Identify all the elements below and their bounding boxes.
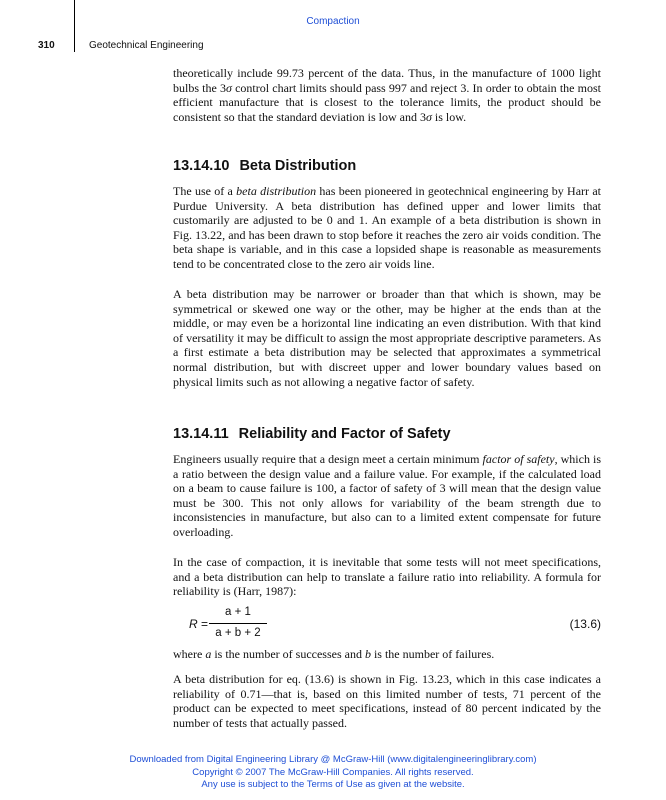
reliability-paragraph-1: Engineers usually require that a design meet a certain minimum factor of safety, which is a ratio between the design value and a failure value. For example, if the calculated load on a beam to cause failure is 100, a factor of safety of 3 will mean that the design value must be 300. This not only allows for variability of the beam strength due to inconsistencies in manufacture, but also can to a limited extent compensate for future overloading.	[173, 452, 601, 539]
footer-download-link[interactable]: Downloaded from Digital Engineering Library @ McGraw-Hill (www.digitalengineeringlibrary.com)	[129, 754, 537, 765]
section-title: Beta Distribution	[239, 158, 357, 174]
section-number: 13.14.10	[173, 158, 230, 174]
reliability-paragraph-2: In the case of compaction, it is inevitable that some tests will not meet specifications, and a beta distribution can help to translate a failure ratio into reliability. A formula for reliability is (Harr, 1987):	[173, 555, 601, 599]
equation-lhs: R =	[189, 617, 209, 631]
running-head-book-title: Geotechnical Engineering	[89, 40, 204, 51]
header-divider	[74, 0, 75, 52]
intro-paragraph: theoretically include 99.73 percent of the data. Thus, in the manufacture of 1000 light bulbs the 3σ control chart limits should pass 997 and reject 3. In order to obtain the most efficient manufacture that is closest to the tolerance limits, the product should be consistent so that the standard deviation is low and 3σ is low.	[173, 66, 601, 124]
running-head-chapter: Compaction	[306, 16, 360, 27]
copyright-footer	[0, 754, 666, 792]
page-number: 310	[38, 40, 55, 51]
section-heading-beta	[173, 158, 601, 174]
footer-terms: Any use is subject to the Terms of Use as given at the website.	[201, 779, 465, 791]
beta-paragraph-1: The use of a beta distribution has been pioneered in geotechnical engineering by Harr at Purdue University. A beta distribution has defined upper and lower limits that customarily are adjusted to be 0 and 1. An example of a beta distribution is shown in Fig. 13.22, and has been drawn to stop before it reaches the zero air voids condition. The beta shape is variable, and in this case a lopsided shape is reasonable as measurements tend to be concentrated close to the zero air voids line.	[173, 184, 601, 271]
section-number: 13.14.11	[173, 426, 229, 442]
equation-denominator: a + b + 2	[215, 627, 261, 639]
reliability-paragraph-3: A beta distribution for eq. (13.6) is shown in Fig. 13.23, which in this case indicates a reliability of 0.71—that is, based on this limited number of tests, 71 percent of the product can be expected to meet specifications, instead of 80 percent indicated by the number of tests that actually passed.	[173, 672, 601, 730]
equation-fraction	[209, 606, 267, 639]
intro-block	[173, 66, 601, 124]
fraction-bar	[209, 623, 267, 624]
equation-numerator: a + 1	[225, 606, 251, 618]
where-line: where a is the number of successes and b is the number of failures.	[173, 647, 495, 661]
beta-paragraph-2: A beta distribution may be narrower or broader than that which is shown, may be symmetrical or skewed one way or the other, may be higher at the ends than at the middle, or may even be a horizontal line indicating an even distribution. With that kind of versatility it may be difficult to assign the most appropriate descriptive parameters. As a first estimate a beta distribution may be selected that approximates a symmetrical normal distribution, but with discreet upper and lower boundary values based on physical limits such as not allowing a negative factor of safety.	[173, 287, 601, 389]
section-heading-reliability	[173, 426, 601, 442]
section-title: Reliability and Factor of Safety	[238, 426, 451, 442]
equation-label: (13.6)	[569, 617, 601, 631]
equation-13-6	[173, 602, 601, 648]
footer-copyright: Copyright © 2007 The McGraw-Hill Companies. All rights reserved.	[192, 766, 474, 778]
